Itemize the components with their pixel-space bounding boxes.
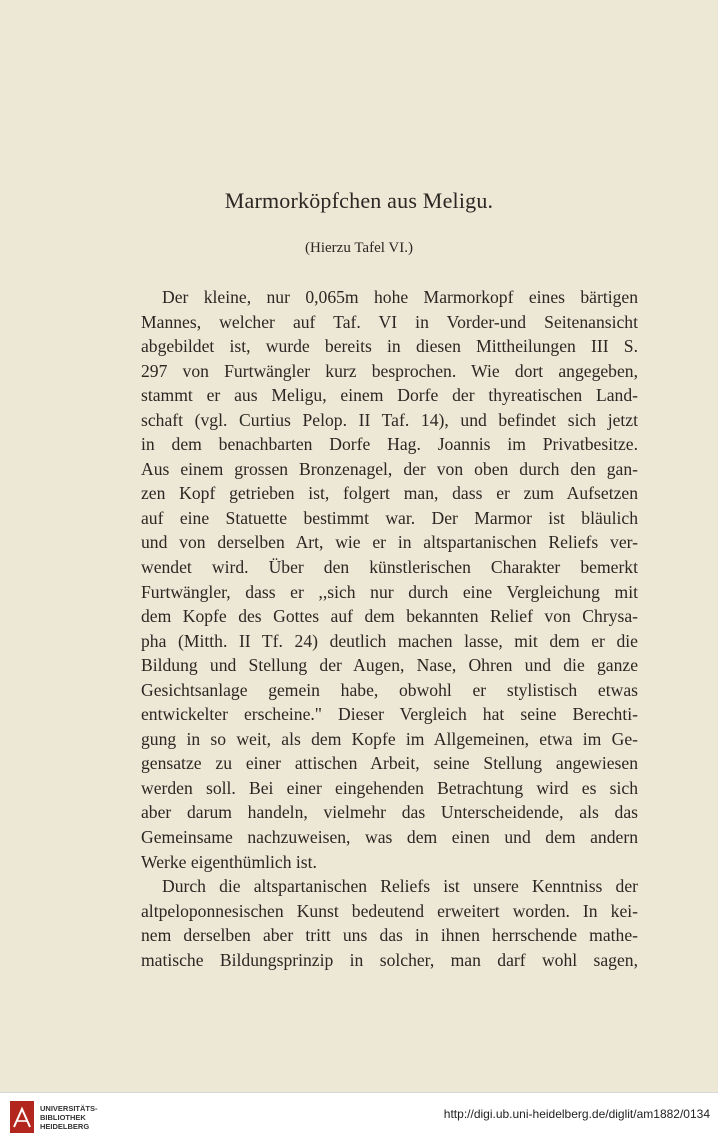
text-line: schaft (vgl. Curtius Pelop. II Taf. 14), und befindet sich jetzt — [141, 409, 638, 430]
text-line: gensatze zu einer attischen Arbeit, seine Stellung angewiesen — [141, 753, 638, 774]
text-line: pha (Mitth. II Tf. 24) deutlich machen lasse, mit dem er die — [141, 630, 638, 651]
article-title: Marmorköpfchen aus Meligu. — [224, 188, 494, 213]
text-line: zen Kopf getrieben ist, folgert man, dass er zum Aufsetzen — [141, 483, 638, 504]
text-line: Aus einem grossen Bronzenagel, der von oben durch den gan- — [141, 458, 638, 479]
text-line: Der kleine, nur 0,065m hohe Marmorkopf eines bärtigen — [162, 287, 638, 307]
text-line: Gesichtsanlage gemein habe, obwohl er stylistisch etwas — [141, 679, 638, 700]
article-subtitle: (Hierzu Tafel VI.) — [305, 240, 413, 256]
text-line: 297 von Furtwängler kurz besprochen. Wie dort angegeben, — [141, 360, 638, 381]
text-line: nem derselben aber tritt uns das in ihnen herrschende mathe- — [141, 925, 638, 946]
source-url-link[interactable]: http://digi.ub.uni-heidelberg.de/diglit/am1882/0134 — [443, 1107, 710, 1121]
text-line: Furtwängler, dass er ,,sich nur durch eine Vergleichung mit — [141, 581, 638, 602]
text-line: werden soll. Bei einer eingehenden Betrachtung wird es sich — [141, 777, 638, 798]
text-line: matische Bildungsprinzip in solcher, man darf wohl sagen, — [141, 949, 638, 970]
text-line: wendet wird. Über den künstlerischen Charakter bemerkt — [141, 557, 638, 578]
text-line: Durch die altspartanischen Reliefs ist unsere Kenntniss der — [162, 876, 638, 897]
library-logo-icon — [10, 1101, 34, 1133]
text-line: altpeloponnesischen Kunst bedeutend erweitert worden. In kei- — [141, 900, 638, 921]
library-name — [40, 1104, 98, 1131]
text-line: in dem benachbarten Dorfe Hag. Joannis im Privatbesitze. — [141, 434, 638, 455]
text-line: Gemeinsame nachzuweisen, was dem einen und dem andern — [141, 827, 638, 848]
text-line: entwickelter erscheine." Dieser Vergleich hat seine Berechti- — [141, 704, 638, 725]
text-line: abgebildet ist, wurde bereits in diesen Mittheilungen III S. — [141, 336, 638, 357]
text-line: Bildung und Stellung der Augen, Nase, Ohren und die ganze — [141, 655, 638, 676]
library-name-line: HEIDELBERG — [40, 1122, 90, 1131]
footer-bar — [0, 1092, 718, 1147]
text-line: stammt er aus Meligu, einem Dorfe der thyreatischen Land- — [141, 385, 638, 406]
text-line: Mannes, welcher auf Taf. VI in Vorder-und Seitenansicht — [141, 311, 638, 332]
text-line: gung in so weit, als dem Kopfe im Allgemeinen, etwa im Ge- — [141, 728, 638, 749]
article-body — [141, 285, 638, 972]
library-name-line: UNIVERSITÄTS- — [40, 1104, 98, 1113]
text-line: Werke eigenthümlich ist. — [141, 851, 317, 872]
library-name-line: BIBLIOTHEK — [40, 1113, 86, 1122]
text-line: dem Kopfe des Gottes auf dem bekannten Relief von Chrysa- — [141, 606, 638, 627]
text-line: auf eine Statuette bestimmt war. Der Marmor ist bläulich — [141, 507, 638, 528]
text-line: aber darum handeln, vielmehr das Unterscheidende, als das — [141, 802, 638, 823]
text-line: und von derselben Art, wie er in altspartanischen Reliefs ver- — [141, 532, 638, 553]
